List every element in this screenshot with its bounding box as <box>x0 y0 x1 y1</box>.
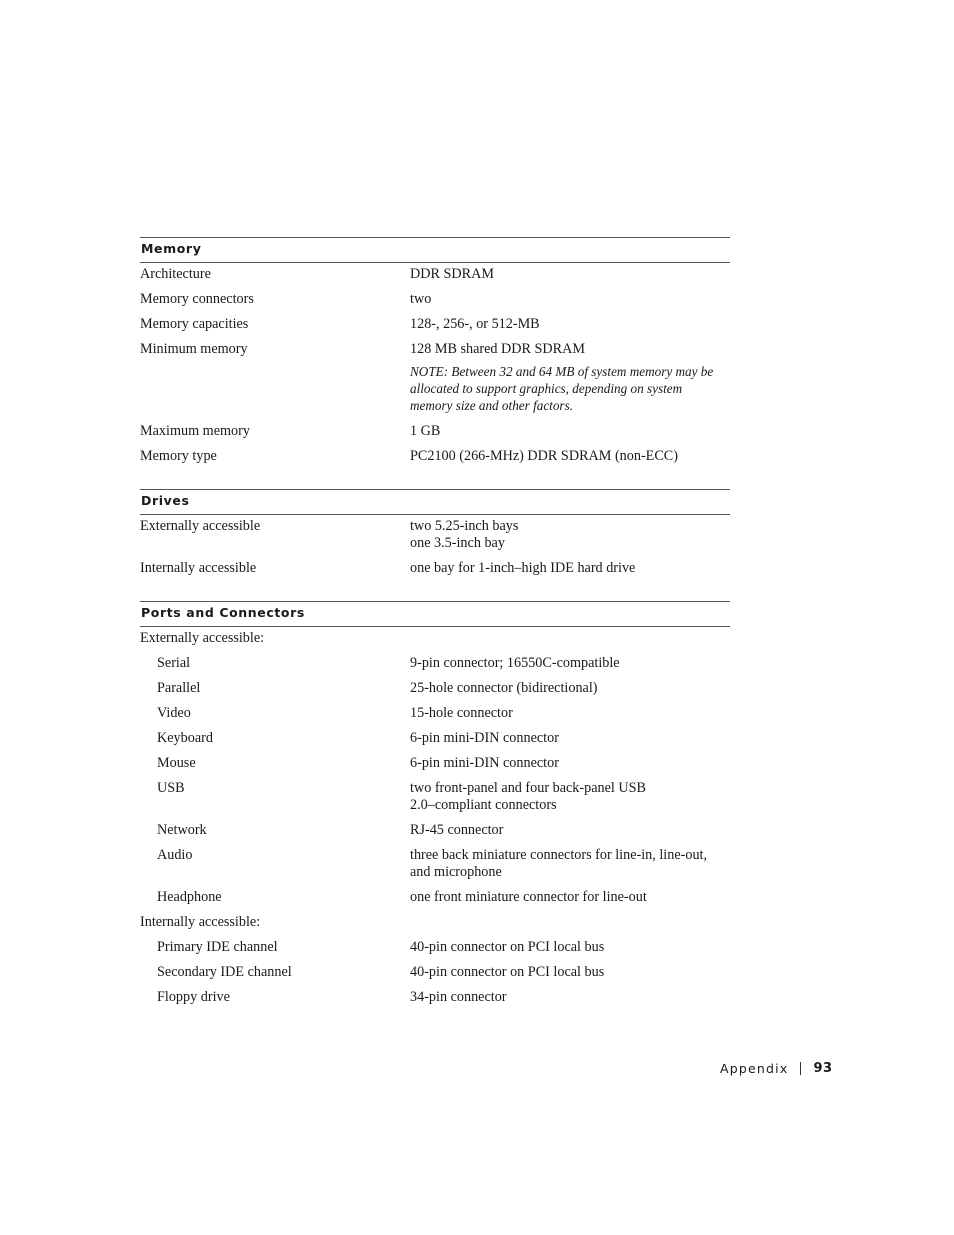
row-value: DDR SDRAM <box>410 266 494 282</box>
row-label: Externally accessible <box>140 518 261 534</box>
row-value <box>410 630 730 647</box>
row-value: PC2100 (266-MHz) DDR SDRAM (non-ECC) <box>410 448 678 464</box>
table-row <box>140 677 730 702</box>
row-value: 15-hole connector <box>410 705 513 721</box>
table-row <box>140 819 730 844</box>
row-label: Audio <box>157 847 193 863</box>
row-value: one bay for 1-inch–high IDE hard drive <box>410 560 636 576</box>
ports-rows <box>140 627 730 1011</box>
row-label: Internally accessible <box>140 560 257 576</box>
table-row <box>140 777 730 819</box>
table-row <box>140 313 730 338</box>
section-heading-drives: Drives <box>140 489 730 515</box>
page-number: 93 <box>813 1061 833 1076</box>
table-row <box>140 515 730 557</box>
section-heading-ports: Ports and Connectors <box>140 601 730 627</box>
row-value: 6-pin mini-DIN connector <box>410 730 559 746</box>
page-footer <box>720 1061 833 1076</box>
row-label: Network <box>157 822 207 838</box>
row-value: 128-, 256-, or 512-MB <box>410 316 540 332</box>
spec-table <box>140 237 730 1011</box>
row-label: Internally accessible: <box>140 914 261 930</box>
table-row <box>140 288 730 313</box>
row-value: 128 MB shared DDR SDRAM <box>410 341 585 357</box>
table-row <box>140 986 730 1011</box>
row-label: Video <box>157 705 191 721</box>
table-row <box>140 652 730 677</box>
table-row <box>140 702 730 727</box>
section-spacer <box>140 582 730 601</box>
footer-section-name: Appendix <box>720 1061 789 1076</box>
row-label: Memory capacities <box>140 316 249 332</box>
row-value: two <box>410 291 432 307</box>
table-row <box>140 911 730 936</box>
table-row <box>140 844 730 886</box>
row-label: Secondary IDE channel <box>157 964 292 980</box>
row-label: Parallel <box>157 680 201 696</box>
row-value: 25-hole connector (bidirectional) <box>410 680 598 696</box>
row-value: 1 GB <box>410 423 441 439</box>
row-label: Memory type <box>140 448 217 464</box>
row-label: Minimum memory <box>140 341 248 357</box>
table-row <box>140 627 730 652</box>
row-value: two front-panel and four back-panel USB 2.0–compliant connectors <box>410 780 646 813</box>
row-label: Serial <box>157 655 191 671</box>
section-heading-memory: Memory <box>140 237 730 263</box>
row-value <box>410 914 730 931</box>
table-row <box>140 886 730 911</box>
note-row <box>140 363 730 420</box>
row-value: 9-pin connector; 16550C-compatible <box>410 655 620 671</box>
section-spacer <box>140 470 730 489</box>
row-value: 40-pin connector on PCI local bus <box>410 939 605 955</box>
row-value: 40-pin connector on PCI local bus <box>410 964 605 980</box>
row-label: Headphone <box>157 889 222 905</box>
table-row <box>140 263 730 288</box>
row-label: Keyboard <box>157 730 213 746</box>
row-label: Floppy drive <box>157 989 230 1005</box>
table-row <box>140 445 730 470</box>
table-row <box>140 752 730 777</box>
row-value: 6-pin mini-DIN connector <box>410 755 559 771</box>
row-value: two 5.25-inch bays one 3.5-inch bay <box>410 518 519 551</box>
table-row <box>140 727 730 752</box>
memory-rows <box>140 263 730 470</box>
row-label: Memory connectors <box>140 291 254 307</box>
row-value: three back miniature connectors for line-in, line-out, and microphone <box>410 847 708 880</box>
row-value: one front miniature connector for line-out <box>410 889 647 905</box>
row-value: 34-pin connector <box>410 989 507 1005</box>
row-value: RJ-45 connector <box>410 822 504 838</box>
table-row <box>140 961 730 986</box>
drives-rows <box>140 515 730 582</box>
row-label: Externally accessible: <box>140 630 265 646</box>
footer-divider <box>800 1062 801 1075</box>
row-label: Architecture <box>140 266 211 282</box>
note-text: NOTE: Between 32 and 64 MB of system memory may be allocated to support graphics, depending on system memory size and other factors. <box>410 364 714 413</box>
table-row <box>140 557 730 582</box>
row-label: USB <box>157 780 185 796</box>
table-row <box>140 936 730 961</box>
row-label <box>140 363 410 414</box>
row-label: Mouse <box>157 755 196 771</box>
table-row <box>140 338 730 363</box>
row-label: Maximum memory <box>140 423 250 439</box>
table-row <box>140 420 730 445</box>
row-label: Primary IDE channel <box>157 939 278 955</box>
